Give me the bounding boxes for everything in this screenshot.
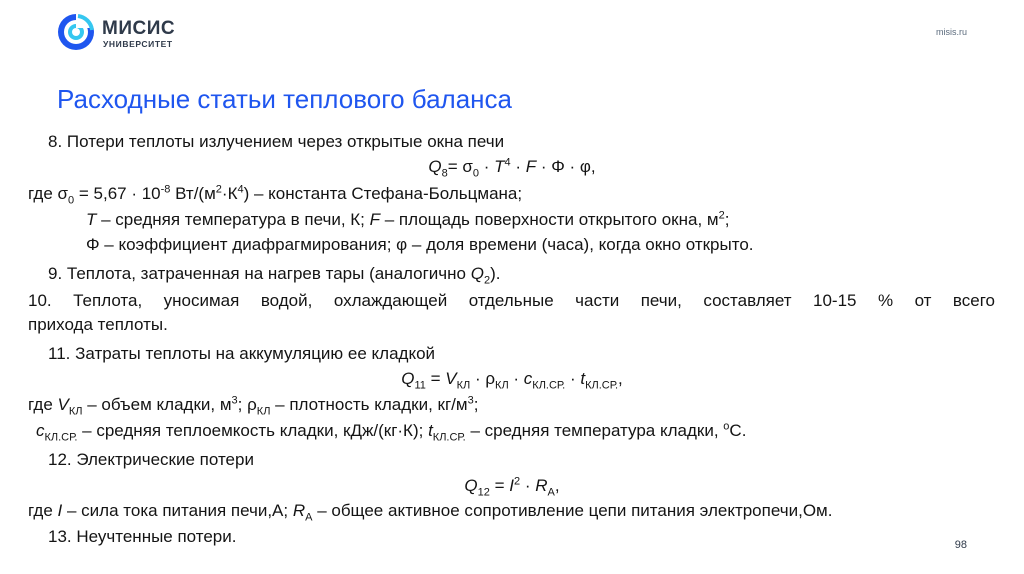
item-13: 13. Неучтенные потери. <box>48 527 237 546</box>
eq12-i-exp: 2 <box>514 475 521 488</box>
slide-title: Расходные статьи теплового баланса <box>57 84 512 114</box>
eq11-dot2: · <box>508 369 524 388</box>
eq12-q-sub: 12 <box>477 486 490 499</box>
eq11-t-sub: КЛ.СР. <box>585 379 619 392</box>
tdef-f: F <box>369 210 381 229</box>
where12-r: R <box>292 501 306 520</box>
eq12-r-sub: A <box>547 486 555 499</box>
where8-suffix: ) – константа Стефана-Больцмана; <box>243 184 523 203</box>
eq11-dot1: · ρ <box>470 369 496 388</box>
tdef-exp: 2 <box>718 209 725 222</box>
eq8-dot1: · <box>478 157 495 176</box>
misis-logo-icon <box>56 12 96 52</box>
cdef-c-sub: КЛ.СР. <box>44 431 78 444</box>
eq11-q-sub: 11 <box>414 379 426 392</box>
eq12-q: Q <box>464 476 478 495</box>
item9-end: ). <box>490 264 501 283</box>
item-9 <box>48 264 501 287</box>
where-sigma <box>28 183 523 207</box>
eq12-eq: = <box>489 476 510 495</box>
where8-unit-a: Вт/(м <box>170 184 216 203</box>
tdef-rest: – площадь поверхности открытого окна, м <box>380 210 719 229</box>
where11-v: V <box>57 395 69 414</box>
equation-q8 <box>0 156 1024 180</box>
page-number: 98 <box>954 539 967 551</box>
where8-exp: -8 <box>160 183 171 196</box>
where12-a: – сила тока питания печи,А; <box>62 501 293 520</box>
where12-i: I <box>57 501 63 520</box>
equation-q11 <box>0 369 1024 392</box>
item-10-line-1: 10. Теплота, уносимая водой, охлаждающей отдельные части печи, составляет 10-15 % от всего <box>28 291 995 310</box>
eq11-rho-sub: КЛ <box>495 379 509 392</box>
cdef-end: С. <box>729 421 747 440</box>
item-12: 12. Электрические потери <box>48 450 254 469</box>
where11-a-exp: 3 <box>231 394 238 407</box>
eq12-dot: · <box>520 476 536 495</box>
item-11: 11. Затраты теплоты на аккумуляцию ее кладкой <box>48 344 436 363</box>
cdef-t: t <box>428 421 433 440</box>
item9-q-sub: 2 <box>483 274 491 287</box>
where11-end: ; <box>473 395 479 414</box>
eq8-t-exp: 4 <box>504 156 511 169</box>
tdef-mid: – средняя температура в печи, К; <box>96 210 370 229</box>
c-definition <box>36 420 747 444</box>
eq11-c: c <box>523 369 533 388</box>
where12-prefix: где <box>28 501 58 520</box>
misis-logo <box>56 12 206 56</box>
eq11-t: t <box>580 369 586 388</box>
cdef-a: – средняя теплоемкость кладки, кДж/(кг·К); <box>77 421 429 440</box>
where8-value: = 5,67 · 10 <box>74 184 161 203</box>
eq12-i: I <box>509 476 514 495</box>
where12-r-sub: A <box>305 511 313 524</box>
eq8-sigma-sub: 0 <box>472 167 479 180</box>
eq8-t: T <box>494 157 505 176</box>
item-8: 8. Потери теплоты излучением через открытые окна печи <box>48 132 505 151</box>
eq8-tail: · Φ · φ, <box>536 157 596 176</box>
where11-b: ; ρ <box>237 395 257 414</box>
where11-a: – объем кладки, м <box>82 395 232 414</box>
where-i <box>28 501 833 524</box>
where12-b: – общее активное сопротивление цепи питания электропечи,Ом. <box>312 501 833 520</box>
eq12-end: , <box>554 476 560 495</box>
eq11-eq: = <box>425 369 446 388</box>
item-10-line-2: прихода теплоты. <box>28 315 168 334</box>
cdef-t-sub: КЛ.СР. <box>432 431 466 444</box>
t-definition <box>86 211 729 228</box>
where11-c: – плотность кладки, кг/м <box>270 395 468 414</box>
cdef-b: – средняя температура кладки, <box>465 421 724 440</box>
logo-name: МИСИС <box>102 18 176 39</box>
item9-text: 9. Теплота, затраченная на нагрев тары (аналогично <box>48 264 471 283</box>
tdef-t: T <box>86 210 97 229</box>
where11-prefix: где <box>28 395 58 414</box>
eq8-eq: = σ <box>447 157 473 176</box>
eq11-v-sub: КЛ <box>456 379 471 392</box>
logo-subtitle: УНИВЕРСИТЕТ <box>103 39 173 49</box>
where8-unit-b: ·К <box>221 184 238 203</box>
eq11-c-sub: КЛ.СР. <box>532 379 566 392</box>
eq8-f: F <box>525 157 537 176</box>
eq11-dot3: · <box>565 369 581 388</box>
where8-prefix: где σ <box>28 184 69 203</box>
eq11-v: V <box>445 369 457 388</box>
eq11-end: , <box>618 369 623 388</box>
site-link[interactable]: misis.ru <box>936 27 967 37</box>
eq12-r: R <box>535 476 548 495</box>
cdef-deg: о <box>723 420 730 433</box>
item9-q: Q <box>470 264 484 283</box>
where11-rho-sub: КЛ <box>256 405 271 418</box>
eq8-q: Q <box>428 157 442 176</box>
eq8-q-sub: 8 <box>441 167 448 180</box>
where-v <box>28 394 479 418</box>
where8-sigma-sub: 0 <box>68 194 75 207</box>
cdef-c: c <box>36 421 45 440</box>
where11-c-exp: 3 <box>467 394 474 407</box>
where8-unit-exp2: 4 <box>237 183 244 196</box>
where11-v-sub: КЛ <box>68 405 83 418</box>
eq11-q: Q <box>401 369 415 388</box>
tdef-end: ; <box>724 210 730 229</box>
equation-q12 <box>0 475 1024 499</box>
phi-definition: Φ – коэффициент диафрагмирования; φ – доля времени (часа), когда окно открыто. <box>86 235 754 254</box>
eq8-dot2: · <box>510 157 526 176</box>
where8-unit-exp1: 2 <box>215 183 222 196</box>
